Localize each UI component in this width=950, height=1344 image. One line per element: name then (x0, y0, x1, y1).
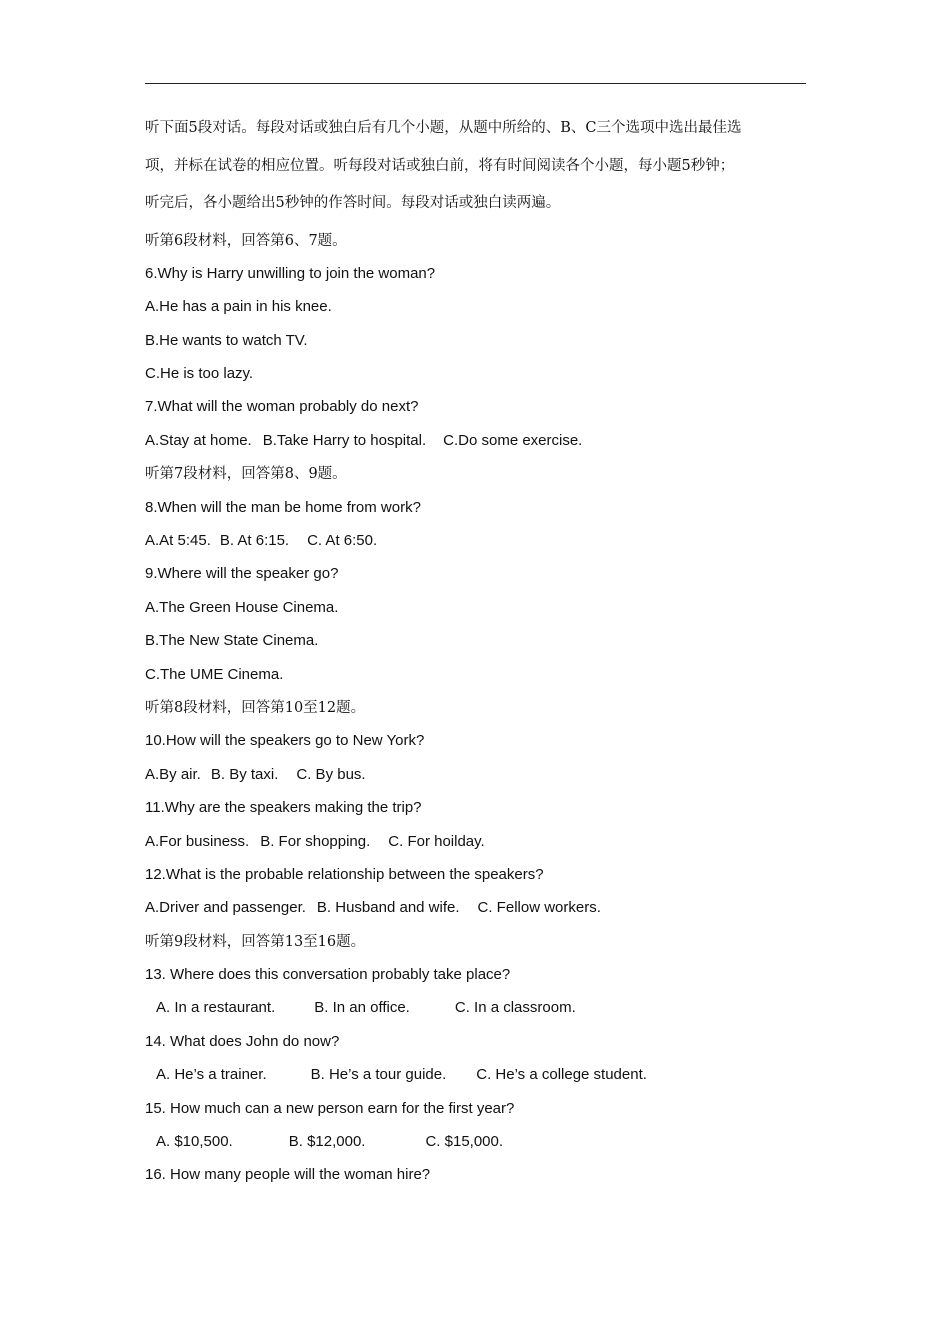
exam-content (145, 118, 810, 1199)
answer-option: C. He’s a college student. (476, 1066, 647, 1084)
instruction-line: 听完后，各小题给出5秒钟的作答时间。每段对话或独白读两遍。 (145, 195, 561, 211)
answer-option: C.The UME Cinema. (145, 665, 284, 683)
answer-option: B.He wants to watch TV. (145, 331, 308, 349)
answer-option: C. At 6:50. (307, 532, 378, 550)
answer-option: C.Do some exercise. (443, 431, 583, 449)
answer-option: A.Driver and passenger. (145, 899, 306, 917)
question-list (145, 231, 810, 1186)
question-text: 12.What is the probable relationship between the speakers? (145, 865, 544, 883)
answer-option: A.Stay at home. (145, 431, 252, 449)
answer-option: A.The Green House Cinema. (145, 598, 339, 616)
answer-option: B. $12,000. (288, 1133, 366, 1151)
header-rule (145, 83, 806, 84)
question-text: 7.What will the woman probably do next? (145, 398, 419, 416)
answer-option: A.For business. (145, 832, 250, 850)
instruction-line: 听下面5段对话。每段对话或独白后有几个小题，从题中所给的、B、C三个选项中选出最佳选 (145, 120, 742, 136)
answer-option: A. He’s a trainer. (156, 1066, 267, 1084)
answer-options (145, 898, 810, 918)
question-text: 8.When will the man be home from work? (145, 498, 421, 516)
answer-option: C. Fellow workers. (477, 899, 601, 917)
question-text: 10.How will the speakers go to New York? (145, 732, 425, 750)
question-text: 16. How many people will the woman hire? (145, 1166, 431, 1184)
answer-option: B.The New State Cinema. (145, 632, 319, 650)
answer-option: A.By air. (145, 765, 201, 783)
question-text: 6.Why is Harry unwilling to join the woman? (145, 264, 436, 282)
answer-option: B. He’s a tour guide. (310, 1066, 447, 1084)
question-text: 14. What does John do now? (145, 1032, 340, 1050)
question-text: 11.Why are the speakers making the trip? (145, 799, 422, 817)
answer-option: B.Take Harry to hospital. (262, 431, 427, 449)
answer-option: C. For hoilday. (388, 832, 485, 850)
answer-option: A.He has a pain in his knee. (145, 298, 332, 316)
answer-option: A.At 5:45. (145, 532, 211, 550)
section-heading: 听第8段材料，回答第10至12题。 (145, 699, 366, 716)
answer-options (145, 998, 810, 1018)
answer-options (145, 431, 810, 451)
answer-option: A. In a restaurant. (156, 999, 276, 1017)
answer-option: C.He is too lazy. (145, 365, 254, 383)
answer-options (145, 1132, 810, 1152)
answer-option: A. $10,500. (156, 1133, 233, 1151)
answer-option: C. By bus. (296, 765, 366, 783)
question-text: 9.Where will the speaker go? (145, 565, 339, 583)
answer-options (145, 765, 810, 785)
answer-option: B. In an office. (314, 999, 410, 1017)
question-text: 13. Where does this conversation probably take place? (145, 966, 511, 984)
answer-options (145, 1065, 810, 1085)
section-heading: 听第6段材料，回答第6、7题。 (145, 232, 347, 249)
instruction-line: 项，并标在试卷的相应位置。听每段对话或独白前，将有时间阅读各个小题，每小题5秒钟； (145, 157, 735, 174)
section-instructions (145, 118, 810, 213)
section-heading: 听第9段材料，回答第13至16题。 (145, 933, 366, 950)
answer-option: B. Husband and wife. (316, 899, 460, 917)
answer-option: B. At 6:15. (219, 532, 290, 550)
answer-options (145, 832, 810, 852)
question-text: 15. How much can a new person earn for the first year? (145, 1099, 515, 1117)
answer-option: B. For shopping. (260, 832, 371, 850)
answer-options (145, 531, 810, 551)
section-heading: 听第7段材料，回答第8、9题。 (145, 466, 347, 483)
answer-option: C. $15,000. (425, 1133, 504, 1151)
answer-option: C. In a classroom. (454, 999, 576, 1017)
answer-option: B. By taxi. (210, 765, 279, 783)
